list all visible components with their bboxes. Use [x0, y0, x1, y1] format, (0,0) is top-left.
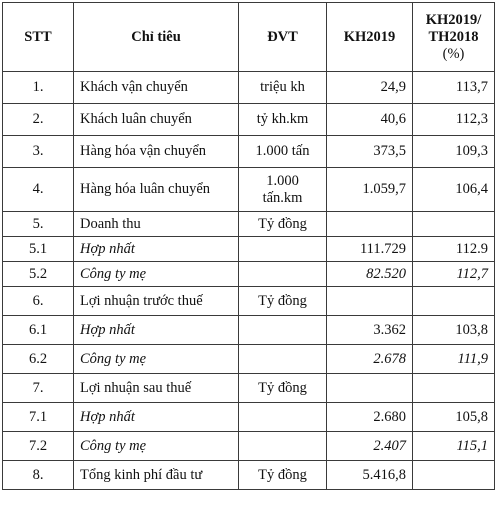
cell-ratio: 112,3: [413, 104, 495, 136]
table-row: [3, 345, 495, 374]
cell-kh2019: [327, 212, 413, 237]
table-row: [3, 104, 495, 136]
cell-ratio: 113,7: [413, 72, 495, 104]
header-ratio-line2: TH2018: [428, 28, 479, 45]
cell-chi-tieu: Doanh thu: [74, 212, 239, 237]
cell-ratio: 115,1: [413, 432, 495, 461]
table-row: [3, 374, 495, 403]
cell-chi-tieu: Lợi nhuận trước thuế: [74, 287, 239, 316]
cell-ratio: [413, 461, 495, 490]
cell-dvt: [239, 168, 327, 212]
cell-dvt-line1: 1.000: [266, 172, 299, 189]
cell-stt: 1.: [3, 72, 74, 104]
cell-stt: 7.: [3, 374, 74, 403]
cell-dvt: 1.000 tấn: [239, 136, 327, 168]
cell-dvt: [239, 316, 327, 345]
cell-ratio: 105,8: [413, 403, 495, 432]
cell-stt: 5.2: [3, 262, 74, 287]
cell-ratio: 112,7: [413, 262, 495, 287]
cell-dvt-line2: tấn.km: [262, 189, 303, 206]
cell-chi-tieu: Khách luân chuyển: [74, 104, 239, 136]
cell-chi-tieu: Hợp nhất: [74, 237, 239, 262]
cell-stt: 6.1: [3, 316, 74, 345]
cell-dvt: [239, 237, 327, 262]
cell-kh2019: 40,6: [327, 104, 413, 136]
cell-stt: 6.: [3, 287, 74, 316]
header-chi-tieu: Chỉ tiêu: [74, 3, 239, 72]
cell-ratio: [413, 287, 495, 316]
cell-kh2019: [327, 287, 413, 316]
cell-stt: 5.: [3, 212, 74, 237]
cell-stt: 7.1: [3, 403, 74, 432]
table-row: [3, 212, 495, 237]
cell-chi-tieu: Khách vận chuyển: [74, 72, 239, 104]
cell-kh2019: 2.680: [327, 403, 413, 432]
cell-dvt: [239, 345, 327, 374]
cell-chi-tieu: Công ty mẹ: [74, 345, 239, 374]
table-row: [3, 237, 495, 262]
cell-kh2019: 111.729: [327, 237, 413, 262]
cell-kh2019: 2.678: [327, 345, 413, 374]
cell-chi-tieu: Hợp nhất: [74, 316, 239, 345]
cell-ratio: 112.9: [413, 237, 495, 262]
table-header-row: [3, 3, 495, 72]
cell-ratio: 109,3: [413, 136, 495, 168]
table-row: [3, 287, 495, 316]
cell-stt: 5.1: [3, 237, 74, 262]
cell-stt: 2.: [3, 104, 74, 136]
cell-kh2019: 3.362: [327, 316, 413, 345]
business-plan-table: [2, 2, 495, 490]
cell-stt: 8.: [3, 461, 74, 490]
cell-kh2019: 1.059,7: [327, 168, 413, 212]
cell-chi-tieu: Hợp nhất: [74, 403, 239, 432]
cell-kh2019: 5.416,8: [327, 461, 413, 490]
cell-stt: 4.: [3, 168, 74, 212]
table-row: [3, 461, 495, 490]
cell-ratio: [413, 212, 495, 237]
cell-dvt: Tỷ đồng: [239, 212, 327, 237]
table-row: [3, 72, 495, 104]
cell-dvt: [239, 403, 327, 432]
cell-dvt: [239, 432, 327, 461]
table-row: [3, 262, 495, 287]
table-row: [3, 136, 495, 168]
cell-kh2019: 82.520: [327, 262, 413, 287]
cell-dvt: triệu kh: [239, 72, 327, 104]
cell-chi-tieu: Hàng hóa vận chuyển: [74, 136, 239, 168]
cell-stt: 7.2: [3, 432, 74, 461]
table-row: [3, 316, 495, 345]
header-dvt: ĐVT: [239, 3, 327, 72]
cell-kh2019: 373,5: [327, 136, 413, 168]
cell-ratio: 106,4: [413, 168, 495, 212]
cell-ratio: [413, 374, 495, 403]
cell-dvt: Tỷ đồng: [239, 287, 327, 316]
header-ratio-line1: KH2019/: [425, 11, 482, 28]
cell-chi-tieu: Tổng kinh phí đầu tư: [74, 461, 239, 490]
cell-kh2019: [327, 374, 413, 403]
header-stt: STT: [3, 3, 74, 72]
cell-dvt: Tỷ đồng: [239, 461, 327, 490]
cell-dvt: Tỷ đồng: [239, 374, 327, 403]
table-row: [3, 168, 495, 212]
cell-kh2019: 2.407: [327, 432, 413, 461]
table-row: [3, 432, 495, 461]
cell-chi-tieu: Lợi nhuận sau thuế: [74, 374, 239, 403]
cell-chi-tieu: Hàng hóa luân chuyển: [74, 168, 239, 212]
header-kh2019: KH2019: [327, 3, 413, 72]
cell-chi-tieu: Công ty mẹ: [74, 432, 239, 461]
cell-stt: 3.: [3, 136, 74, 168]
table-row: [3, 403, 495, 432]
cell-dvt: [239, 262, 327, 287]
cell-kh2019: 24,9: [327, 72, 413, 104]
header-ratio: [413, 3, 495, 72]
cell-ratio: 103,8: [413, 316, 495, 345]
cell-chi-tieu: Công ty mẹ: [74, 262, 239, 287]
header-ratio-unit: (%): [442, 45, 465, 62]
cell-dvt: tỷ kh.km: [239, 104, 327, 136]
cell-ratio: 111,9: [413, 345, 495, 374]
cell-stt: 6.2: [3, 345, 74, 374]
